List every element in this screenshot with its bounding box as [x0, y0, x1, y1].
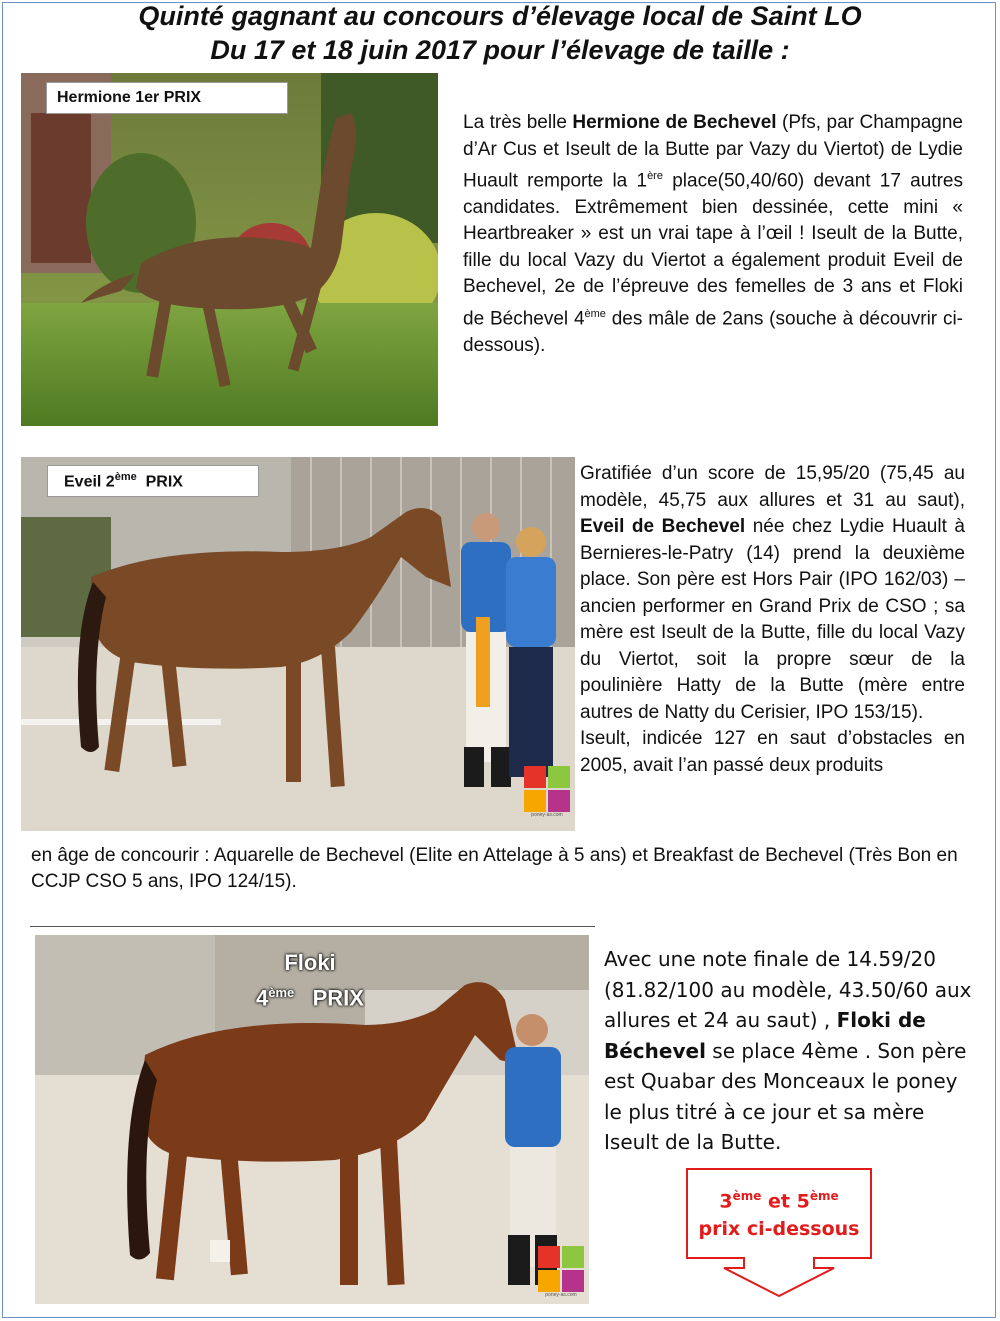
hermione-photo	[21, 73, 438, 426]
poney-as-logo	[524, 766, 570, 816]
logo-cell-orange	[538, 1270, 560, 1292]
logo-cell-purple	[548, 790, 570, 812]
eveil-photo	[21, 457, 575, 831]
logo-cell-orange	[524, 790, 546, 812]
logo-cell-purple	[562, 1270, 584, 1292]
eveil-description-continued: en âge de concourir : Aquarelle de Bechevel (Elite en Attelage à 5 ans) et Breakfast de Bechevel (Très Bon en CCJP CSO 5 ans, IPO 124/15).	[31, 845, 958, 892]
logo-cell-green	[548, 766, 570, 788]
eveil-description: Gratifiée d’un score de 15,95/20 (75,45 au modèle, 45,75 aux allures et 31 au saut), Eveil de Bechevel née chez Lydie Huault à Bernieres-le-Patry (14) prend la deuxième place. Son père est Hors Pair (IPO 162/03) – ancien performer en Grand Prix de CSO ; sa mère est Iseult de la Butte, fille du local Vazy du Viertot, soit la propre sœur de la poulinière Hatty de la Butte (mère entre autres de Natty du Cerisier, IPO 153/15). Iseult, indicée 127 en saut d’obstacles en 2005, avait l’an passé deux produits	[580, 463, 965, 776]
logo-caption: poney-as.com	[545, 1292, 577, 1298]
floki-prize-label: Floki 4ème PRIX	[256, 950, 364, 1011]
logo-cell-green	[562, 1246, 584, 1268]
section-divider	[30, 926, 595, 927]
logo-cell-red	[524, 766, 546, 788]
eveil-prize-label: Eveil 2ème PRIX	[47, 465, 259, 497]
floki-description: Avec une note finale de 14.59/20 (81.82/100 au modèle, 43.50/60 aux allures et 24 au saut) , Floki de Béchevel se place 4ème . Son père est Quabar des Monceaux le poney le plus titré à ce jour et sa mère Iseult de la Butte.	[604, 947, 972, 1154]
logo-cell-red	[538, 1246, 560, 1268]
floki-name: Floki de Béchevel	[604, 1008, 926, 1063]
next-prizes-callout[interactable]: 3ème et 5ème prix ci-dessous	[698, 1189, 860, 1241]
hermione-description: La très belle Hermione de Bechevel (Pfs, par Champagne d’Ar Cus et Iseult de la Butte par Vazy du Viertot) de Lydie Huault remporte la 1ère place(50,40/60) devant 17 autres candidates. Extrêmement bien dessinée, cette mini « Heartbreaker » est un vrai tape à l’œil ! Iseult de la Butte, fille du local Vazy du Viertot a également produit Eveil de Bechevel, 2e de l’épreuve des femelles de 3 ans et Floki de Béchevel 4ème des mâle de 2ans (souche à découvrir ci-dessous).	[463, 112, 964, 356]
eveil-name: Eveil de Bechevel	[580, 516, 746, 537]
logo-caption: poney-as.com	[531, 812, 563, 818]
hermione-name: Hermione de Bechevel	[572, 112, 777, 133]
page-title-line2: Du 17 et 18 juin 2017 pour l’élevage de taille :	[210, 35, 790, 65]
hermione-prize-label: Hermione 1er PRIX	[46, 82, 288, 114]
poney-as-logo-2	[538, 1246, 584, 1296]
page-title-line1: Quinté gagnant au concours d’élevage local de Saint LO	[138, 1, 862, 31]
